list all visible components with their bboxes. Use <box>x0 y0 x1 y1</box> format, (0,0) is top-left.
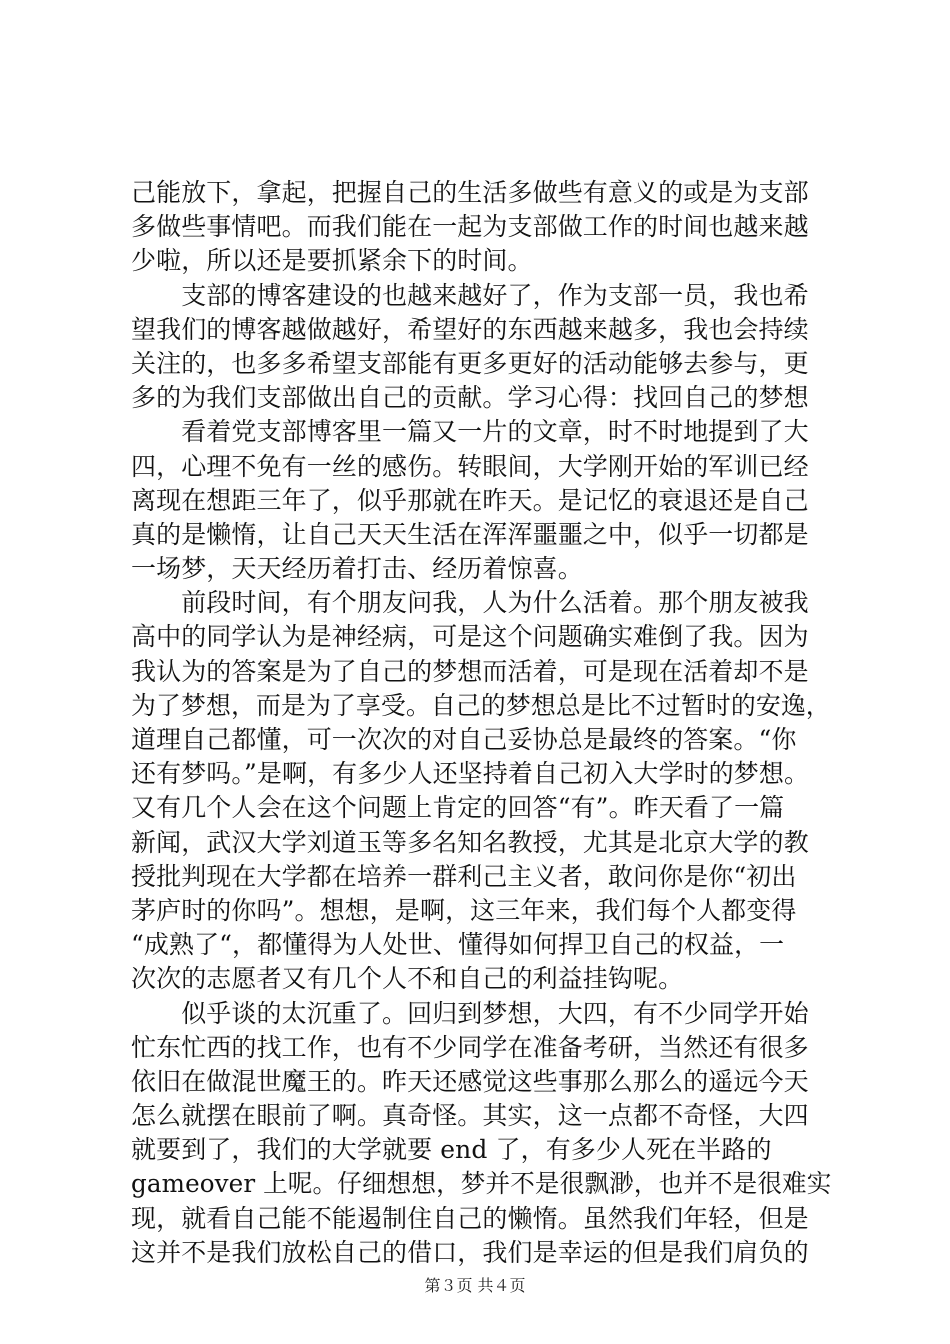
text-line: 道理自己都懂，可一次次的对自己妥协总是最终的答案。“你 <box>131 725 797 754</box>
text-line: 就要到了，我们的大学就要 end 了，有多少人死在半路的 <box>131 1135 772 1165</box>
text-line: 真的是懒惰，让自己天天生活在浑浑噩噩之中，似乎一切都是 <box>131 519 809 549</box>
text-line: 关注的，也多多希望支部能有更多更好的活动能够去参与，更 <box>131 348 809 378</box>
text-line: 依旧在做混世魔王的。昨天还感觉这些事那么那么的遥远今天 <box>131 1066 809 1096</box>
text-line: 为了梦想，而是为了享受。自己的梦想总是比不过暂时的安逸， <box>131 690 831 720</box>
text-line: 己能放下，拿起，把握自己的生活多做些有意义的或是为支部 <box>131 178 809 207</box>
text-line: 怎么就摆在眼前了啊。真奇怪。其实，这一点都不奇怪，大四 <box>131 1101 809 1131</box>
text-line: 茅庐时的你吗”。想想，是啊，这三年来，我们每个人都变得 <box>131 895 797 925</box>
text-line: 看着党支部博客里一篇又一片的文章，时不时地提到了大 <box>131 417 809 447</box>
text-line: 还有梦吗。”是啊，有多少人还坚持着自己初入大学时的梦想。 <box>131 759 810 789</box>
text-line: 前段时间，有个朋友问我，人为什么活着。那个朋友被我 <box>131 588 809 618</box>
text-line: 望我们的博客越做越好，希望好的东西越来越多，我也会持续 <box>131 314 809 344</box>
text-line: 我认为的答案是为了自己的梦想而活着，可是现在活着却不是 <box>131 656 809 686</box>
text-line: 多的为我们支部做出自己的贡献。学习心得：找回自己的梦想 <box>131 383 809 413</box>
text-line: 新闻，武汉大学刘道玉等多名知名教授，尤其是北京大学的教 <box>131 827 809 857</box>
text-line: 这并不是我们放松自己的借口，我们是幸运的但是我们肩负的 <box>131 1237 809 1267</box>
text-line: 一场梦，天天经历着打击、经历着惊喜。 <box>131 554 583 584</box>
page-footer: 第３页 共４页 <box>424 1276 526 1295</box>
text-line: gameover 上呢。仔细想想，梦并不是很飘渺，也并不是很难实 <box>131 1169 832 1199</box>
text-line: 四，心理不免有一丝的感伤。转眼间，大学刚开始的军训已经 <box>131 451 809 481</box>
text-line: 少啦，所以还是要抓紧余下的时间。 <box>131 246 533 276</box>
text-line: 离现在想距三年了，似乎那就在昨天。是记忆的衰退还是自己 <box>131 485 809 515</box>
text-line: 高中的同学认为是神经病，可是这个问题确实难倒了我。因为 <box>131 622 809 652</box>
body-text <box>131 176 831 1270</box>
text-line: 又有几个人会在这个问题上肯定的回答“有”。昨天看了一篇 <box>131 793 785 823</box>
text-line: 支部的博客建设的也越来越好了，作为支部一员，我也希 <box>131 280 809 310</box>
text-line: “成熟了“，都懂得为人处世、懂得如何捍卫自己的权益，一 <box>131 930 785 960</box>
text-line: 现，就看自己能不能遏制住自己的懒惰。虽然我们年轻，但是 <box>131 1203 809 1233</box>
text-line: 似乎谈的太沉重了。回归到梦想，大四，有不少同学开始 <box>131 998 809 1028</box>
text-line: 次次的志愿者又有几个人不和自己的利益挂钩呢。 <box>131 964 684 994</box>
text-line: 忙东忙西的找工作，也有不少同学在准备考研，当然还有很多 <box>131 1032 809 1062</box>
text-line: 授批判现在大学都在培养一群利己主义者，敢问你是你“初出 <box>131 861 797 891</box>
text-line: 多做些事情吧。而我们能在一起为支部做工作的时间也越来越 <box>131 212 809 242</box>
